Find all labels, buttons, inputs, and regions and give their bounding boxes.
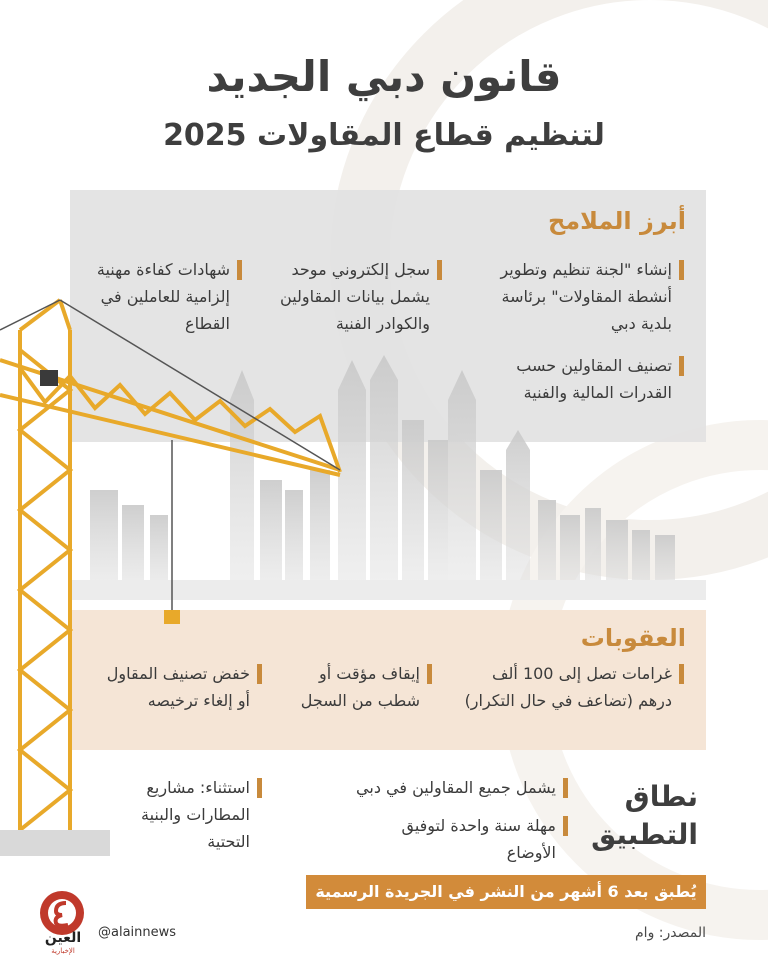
highlights-title: أبرز الملامح (547, 207, 686, 235)
scope-item: مهلة سنة واحدة لتوفيق الأوضاع (368, 812, 568, 866)
source-text: المصدر: وام (635, 925, 706, 941)
effective-date-banner: يُطبق بعد 6 أشهر من النشر في الجريدة الرسمية (306, 875, 706, 909)
highlight-item: شهادات كفاءة مهنية إلزامية للعاملين في القطاع (72, 256, 242, 337)
logo-text: العين (44, 930, 82, 946)
highlight-item: تصنيف المقاولين حسب القدرات المالية والفنية (484, 352, 684, 406)
accent-bar (679, 664, 684, 684)
page-title: قانون دبي الجديد (206, 52, 562, 101)
scope-title: نطاق التطبيق (591, 780, 698, 851)
scope-item: استثناء: مشاريع المطارات والبنية التحتية (102, 774, 262, 855)
accent-bar (237, 260, 242, 280)
accent-bar (257, 778, 262, 798)
penalty-item: إيقاف مؤقت أو شطب من السجل (282, 660, 432, 714)
accent-bar (437, 260, 442, 280)
penalty-item: غرامات تصل إلى 100 ألف درهم (تضاعف في حال التكرار) (464, 660, 684, 714)
accent-bar (563, 778, 568, 798)
accent-bar (679, 356, 684, 376)
highlight-item: سجل إلكتروني موحد يشمل بيانات المقاولين والكوادر الفنية (262, 256, 442, 337)
highlight-item: إنشاء "لجنة تنظيم وتطوير أنشطة المقاولات" برئاسة بلدية دبي (484, 256, 684, 337)
accent-bar (563, 816, 568, 836)
accent-bar (427, 664, 432, 684)
page-subtitle: لتنظيم قطاع المقاولات 2025 (163, 118, 605, 153)
accent-bar (679, 260, 684, 280)
scope-item: يشمل جميع المقاولين في دبي (328, 774, 568, 801)
crane-hook (164, 610, 180, 624)
social-handle: @alainnews (98, 925, 177, 940)
logo-subtext: الإخبارية (51, 947, 75, 955)
penalty-item: خفض تصنيف المقاول أو إلغاء ترخيصه (102, 660, 262, 714)
penalties-title: العقوبات (580, 624, 686, 652)
